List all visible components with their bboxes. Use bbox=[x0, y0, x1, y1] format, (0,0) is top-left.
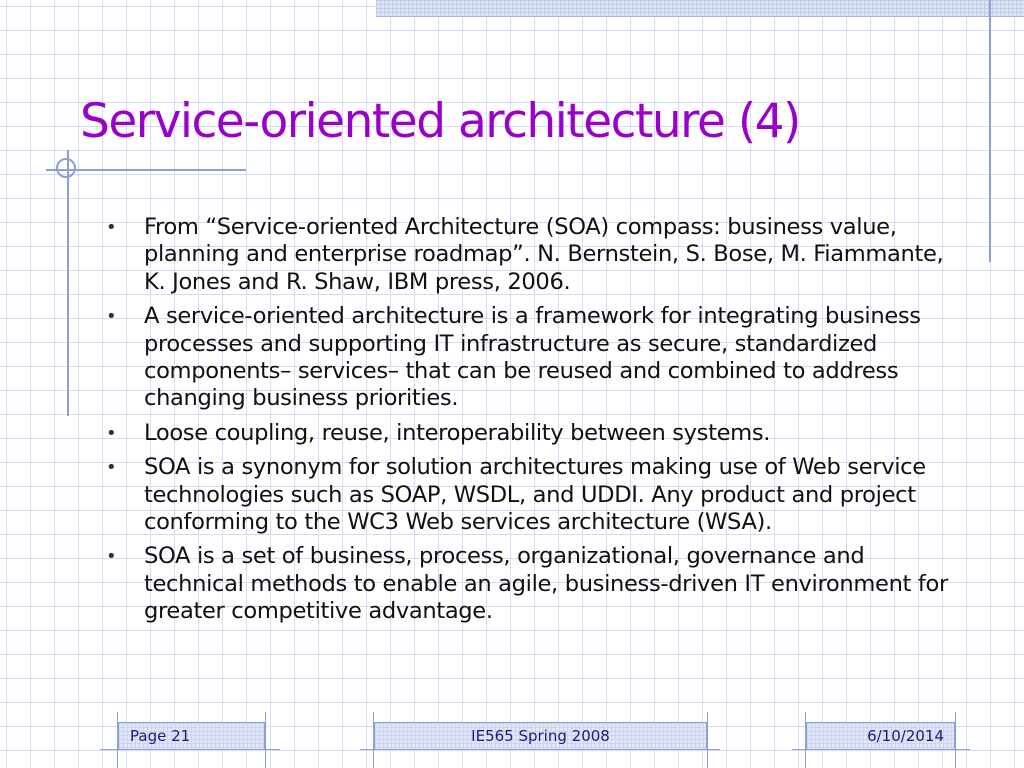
bullet-item bbox=[104, 214, 960, 296]
bullet-item bbox=[104, 420, 960, 447]
bullet-text: SOA is a synonym for solution architectures making use of Web service technologies such as SOAP, WSDL, and UDDI. Any product and project conforming to the WC3 Web services architecture (WSA). bbox=[144, 454, 926, 536]
footer-guide-line bbox=[265, 712, 266, 768]
footer-page-number: Page 21 bbox=[118, 722, 265, 750]
bullet-item bbox=[104, 543, 960, 625]
bullet-marker-icon: • bbox=[106, 217, 117, 238]
bullet-marker-icon: • bbox=[106, 422, 117, 444]
footer-guide-line bbox=[955, 712, 956, 768]
bullet-text: A service-oriented architecture is a framework for integrating business processes and supporting IT infrastructure as secure, standardized components– services– that can be reused and combined to address changing business priorities. bbox=[144, 303, 921, 412]
title-underline-rule bbox=[46, 169, 246, 171]
bullet-text: From “Service-oriented Architecture (SOA) compass: business value, planning and enterprise roadmap”. N. Bernstein, S. Bose, M. Fiammante, K. Jones and R. Shaw, IBM press, 2006. bbox=[144, 214, 944, 295]
bullet-marker-icon: • bbox=[106, 546, 117, 568]
footer-course-label: IE565 Spring 2008 bbox=[374, 722, 707, 750]
left-decorative-rule bbox=[67, 150, 69, 416]
bullet-item bbox=[104, 303, 960, 413]
bullet-text: Loose coupling, reuse, interoperability between systems. bbox=[144, 419, 771, 446]
top-right-pattern-band bbox=[376, 0, 1024, 17]
bullet-marker-icon: • bbox=[106, 306, 117, 328]
footer-guide-line bbox=[707, 712, 708, 768]
bullet-item bbox=[104, 454, 960, 536]
right-decorative-rule bbox=[989, 0, 991, 262]
footer-date: 6/10/2014 bbox=[806, 722, 955, 750]
bullet-list bbox=[104, 214, 960, 633]
title-rule-ring-ornament bbox=[56, 158, 76, 178]
slide-title: Service-oriented architecture (4) bbox=[80, 94, 800, 149]
bullet-marker-icon: • bbox=[106, 457, 117, 479]
bullet-text: SOA is a set of business, process, organizational, governance and technical methods to enable an agile, business-driven IT environment for greater competitive advantage. bbox=[144, 543, 948, 625]
